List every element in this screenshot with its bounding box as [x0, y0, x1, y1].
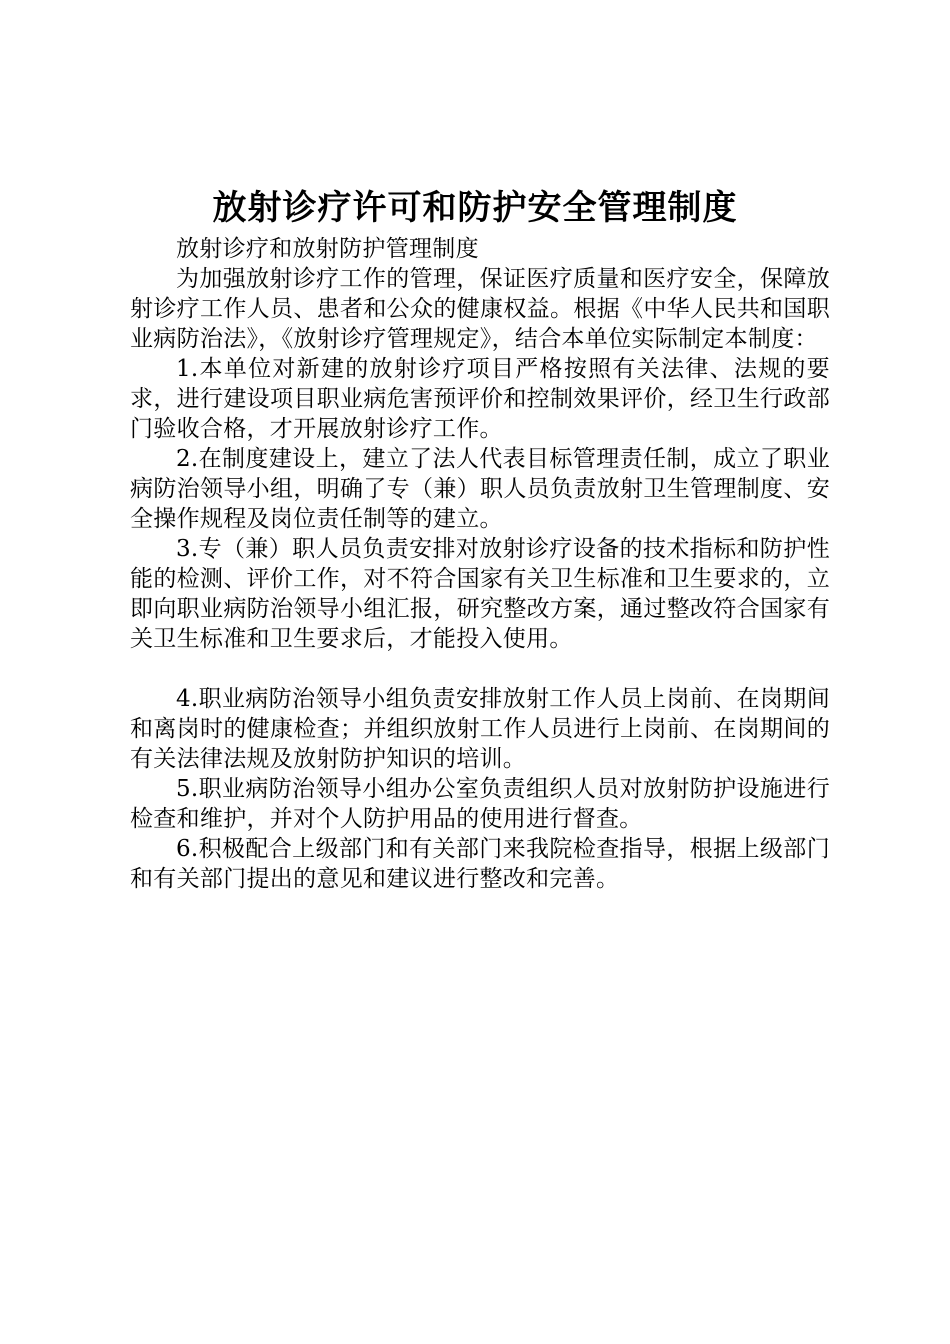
- paragraph-item-1: 1.本单位对新建的放射诊疗项目严格按照有关法律、法规的要求，进行建设项目职业病危害预评价和控制效果评价，经卫生行政部门验收合格，才开展放射诊疗工作。: [130, 356, 830, 442]
- document-subtitle: 放射诊疗和放射防护管理制度: [176, 236, 479, 262]
- paragraph-item-6: 6.积极配合上级部门和有关部门来我院检查指导，根据上级部门和有关部门提出的意见和建议进行整改和完善。: [130, 836, 830, 892]
- document-title: 放射诊疗许可和防护安全管理制度: [212, 188, 738, 228]
- paragraph-intro: 为加强放射诊疗工作的管理，保证医疗质量和医疗安全，保障放射诊疗工作人员、患者和公众的健康权益。根据《中华人民共和国职业病防治法》，《放射诊疗管理规定》，结合本单位实际制定本制度：: [130, 266, 830, 352]
- paragraph-item-4: 4.职业病防治领导小组负责安排放射工作人员上岗前、在岗期间和离岗时的健康检查；并组织放射工作人员进行上岗前、在岗期间的有关法律法规及放射防护知识的培训。: [130, 686, 830, 772]
- paragraph-item-3: 3.专（兼）职人员负责安排对放射诊疗设备的技术指标和防护性能的检测、评价工作，对不符合国家有关卫生标准和卫生要求的，立即向职业病防治领导小组汇报，研究整改方案，通过整改符合国家有关卫生标准和卫生要求后，才能投入使用。: [130, 536, 830, 652]
- paragraph-item-2: 2.在制度建设上，建立了法人代表目标管理责任制，成立了职业病防治领导小组，明确了专（兼）职人员负责放射卫生管理制度、安全操作规程及岗位责任制等的建立。: [130, 446, 830, 532]
- document-body: [130, 234, 830, 894]
- paragraph-item-5: 5.职业病防治领导小组办公室负责组织人员对放射防护设施进行检查和维护，并对个人防护用品的使用进行督查。: [130, 776, 830, 832]
